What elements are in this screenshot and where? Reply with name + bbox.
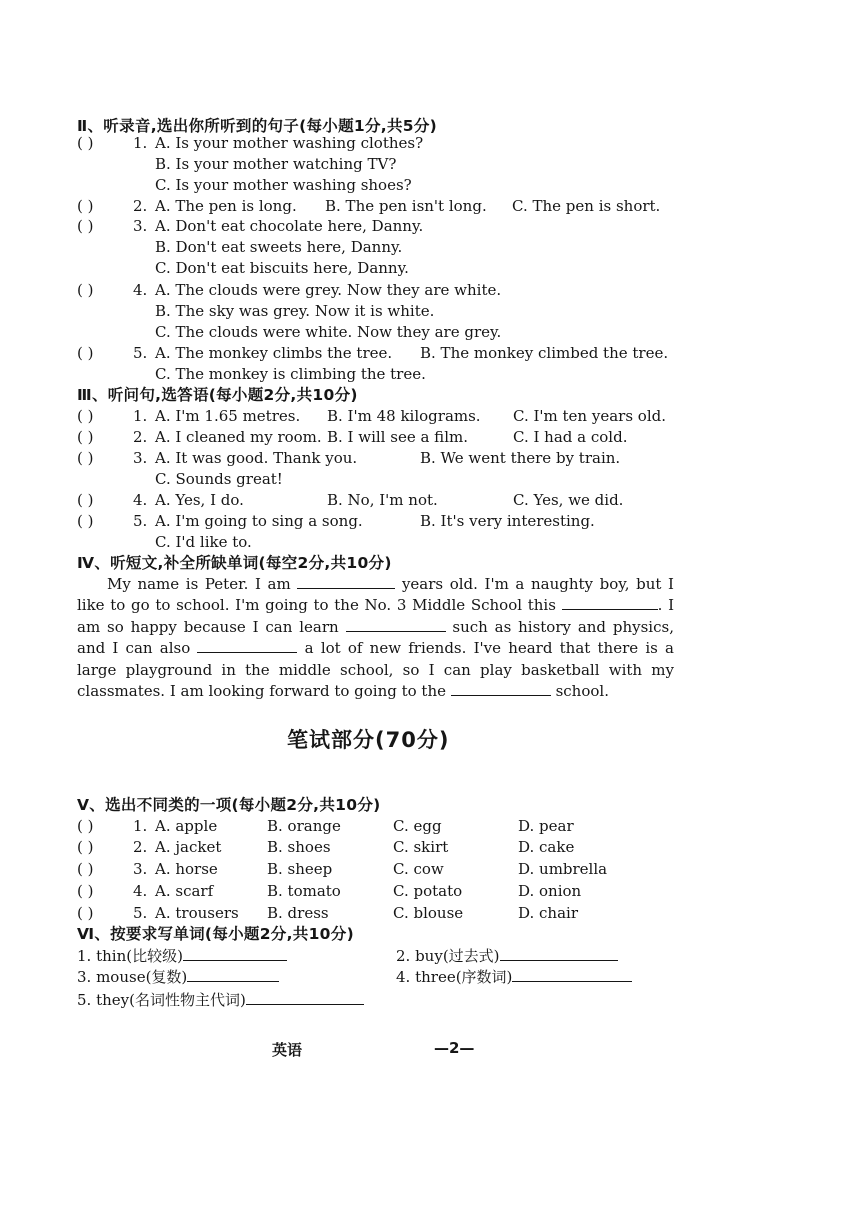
option-a: A. apple	[155, 817, 218, 835]
option-a: A. horse	[155, 860, 218, 878]
option-b: B. shoes	[267, 838, 331, 856]
question-number: 1.	[133, 407, 148, 425]
word-item-label: 5. they(名词性物主代词)	[77, 991, 246, 1009]
option-b: B. I'm 48 kilograms.	[327, 407, 481, 425]
question-number: 2.	[133, 197, 148, 215]
answer-paren[interactable]: ( )	[77, 512, 94, 530]
answer-paren[interactable]: ( )	[77, 904, 94, 922]
question-number: 1.	[133, 817, 148, 835]
option-c: C. Don't eat biscuits here, Danny.	[155, 259, 409, 277]
section-5-heading: Ⅴ、选出不同类的一项(每小题2分,共10分)	[77, 796, 381, 814]
option-b: B. The pen isn't long.	[325, 197, 487, 215]
option-b: B. Don't eat sweets here, Danny.	[155, 238, 403, 256]
option-a: A. scarf	[155, 882, 214, 900]
answer-paren[interactable]: ( )	[77, 449, 94, 467]
option-a: A. Is your mother washing clothes?	[155, 134, 424, 152]
question-number: 4.	[133, 491, 148, 509]
question-number: 3.	[133, 217, 148, 235]
passage	[77, 574, 674, 702]
question-number: 5.	[133, 904, 148, 922]
word-item	[77, 990, 364, 1010]
section-2-heading: Ⅱ、听录音,选出你所听到的句子(每小题1分,共5分)	[77, 117, 438, 135]
word-item-label: 1. thin(比较级)	[77, 947, 183, 965]
option-c: C. potato	[393, 882, 463, 900]
blank-3[interactable]	[346, 617, 446, 632]
option-b: B. I will see a film.	[327, 428, 468, 446]
option-b: B. sheep	[267, 860, 333, 878]
option-a: A. The monkey climbs the tree.	[155, 344, 393, 362]
option-c: C. skirt	[393, 838, 449, 856]
section-3-heading: Ⅲ、听问句,选答语(每小题2分,共10分)	[77, 386, 358, 404]
option-b: B. orange	[267, 817, 341, 835]
passage-text: a lot of new friends. I've heard that there is a large playground in the middle school, so I can play basketball with my classmates. I am looking forward to going to the	[77, 639, 674, 701]
answer-paren[interactable]: ( )	[77, 491, 94, 509]
blank-4[interactable]	[197, 638, 297, 653]
option-b: B. No, I'm not.	[327, 491, 438, 509]
option-c: C. The clouds were white. Now they are grey.	[155, 323, 502, 341]
footer-subject: 英语	[272, 1041, 303, 1059]
option-c: C. The monkey is climbing the tree.	[155, 365, 426, 383]
passage-text: years old. I'm a naughty boy, but I like to go to school. I'm going to the No. 3 Middle School this	[77, 575, 674, 615]
option-b: B. The sky was grey. Now it is white.	[155, 302, 435, 320]
option-b: B. dress	[267, 904, 329, 922]
word-item-label: 2. buy(过去式)	[396, 947, 500, 965]
option-c: C. blouse	[393, 904, 464, 922]
option-c: C. The pen is short.	[512, 197, 661, 215]
option-b: B. It's very interesting.	[420, 512, 595, 530]
answer-blank[interactable]	[246, 990, 364, 1005]
option-b: B. We went there by train.	[420, 449, 621, 467]
answer-paren[interactable]: ( )	[77, 197, 94, 215]
word-item	[77, 967, 279, 987]
option-d: D. chair	[518, 904, 578, 922]
answer-paren[interactable]: ( )	[77, 407, 94, 425]
option-a: A. Don't eat chocolate here, Danny.	[155, 217, 424, 235]
option-d: D. onion	[518, 882, 582, 900]
answer-blank[interactable]	[187, 967, 279, 982]
word-item	[396, 946, 618, 966]
answer-blank[interactable]	[183, 946, 287, 961]
question-number: 2.	[133, 428, 148, 446]
passage-text: My name is Peter. I am	[107, 575, 291, 593]
option-c: C. I had a cold.	[513, 428, 628, 446]
option-c: C. Sounds great!	[155, 470, 283, 488]
page-number: —2—	[434, 1039, 475, 1057]
passage-text: school.	[555, 682, 609, 701]
answer-blank[interactable]	[500, 946, 618, 961]
option-c: C. cow	[393, 860, 444, 878]
answer-paren[interactable]: ( )	[77, 882, 94, 900]
option-c: C. I'm ten years old.	[513, 407, 666, 425]
option-a: A. jacket	[155, 838, 222, 856]
passage-text: . I am so happy because I can learn	[77, 596, 674, 636]
option-a: A. The clouds were grey. Now they are white.	[155, 281, 502, 299]
written-part-title: 笔试部分(70分)	[287, 728, 450, 752]
option-c: C. egg	[393, 817, 442, 835]
question-number: 3.	[133, 449, 148, 467]
option-b: B. Is your mother watching TV?	[155, 155, 397, 173]
option-a: A. It was good. Thank you.	[155, 449, 358, 467]
option-a: A. I cleaned my room.	[155, 428, 322, 446]
option-c: C. Is your mother washing shoes?	[155, 176, 412, 194]
option-c: C. I'd like to.	[155, 533, 252, 551]
option-a: A. The pen is long.	[155, 197, 297, 215]
answer-paren[interactable]: ( )	[77, 344, 94, 362]
section-4-heading: Ⅳ、听短文,补全所缺单词(每空2分,共10分)	[77, 554, 392, 572]
answer-paren[interactable]: ( )	[77, 217, 94, 235]
option-a: A. I'm going to sing a song.	[155, 512, 363, 530]
answer-paren[interactable]: ( )	[77, 134, 94, 152]
question-number: 1.	[133, 134, 148, 152]
question-number: 2.	[133, 838, 148, 856]
option-a: A. Yes, I do.	[155, 491, 244, 509]
option-b: B. The monkey climbed the tree.	[420, 344, 669, 362]
answer-paren[interactable]: ( )	[77, 428, 94, 446]
option-a: A. I'm 1.65 metres.	[155, 407, 301, 425]
question-number: 5.	[133, 344, 148, 362]
question-number: 4.	[133, 882, 148, 900]
option-c: C. Yes, we did.	[513, 491, 624, 509]
answer-paren[interactable]: ( )	[77, 281, 94, 299]
section-6-heading: Ⅵ、按要求写单词(每小题2分,共10分)	[77, 925, 354, 943]
question-number: 3.	[133, 860, 148, 878]
blank-1[interactable]	[297, 574, 395, 589]
answer-paren[interactable]: ( )	[77, 838, 94, 856]
word-item	[396, 967, 632, 987]
question-number: 5.	[133, 512, 148, 530]
word-item-label: 3. mouse(复数)	[77, 968, 188, 986]
option-d: D. pear	[518, 817, 574, 835]
question-number: 4.	[133, 281, 148, 299]
blank-5[interactable]	[451, 681, 551, 696]
blank-2[interactable]	[562, 595, 658, 610]
answer-paren[interactable]: ( )	[77, 860, 94, 878]
option-d: D. umbrella	[518, 860, 608, 878]
answer-blank[interactable]	[512, 967, 632, 982]
option-b: B. tomato	[267, 882, 341, 900]
option-a: A. trousers	[155, 904, 239, 922]
passage-text: such as history and physics, and I can also	[77, 617, 674, 658]
option-d: D. cake	[518, 838, 575, 856]
word-item	[77, 946, 287, 966]
answer-paren[interactable]: ( )	[77, 817, 94, 835]
word-item-label: 4. three(序数词)	[396, 968, 513, 986]
